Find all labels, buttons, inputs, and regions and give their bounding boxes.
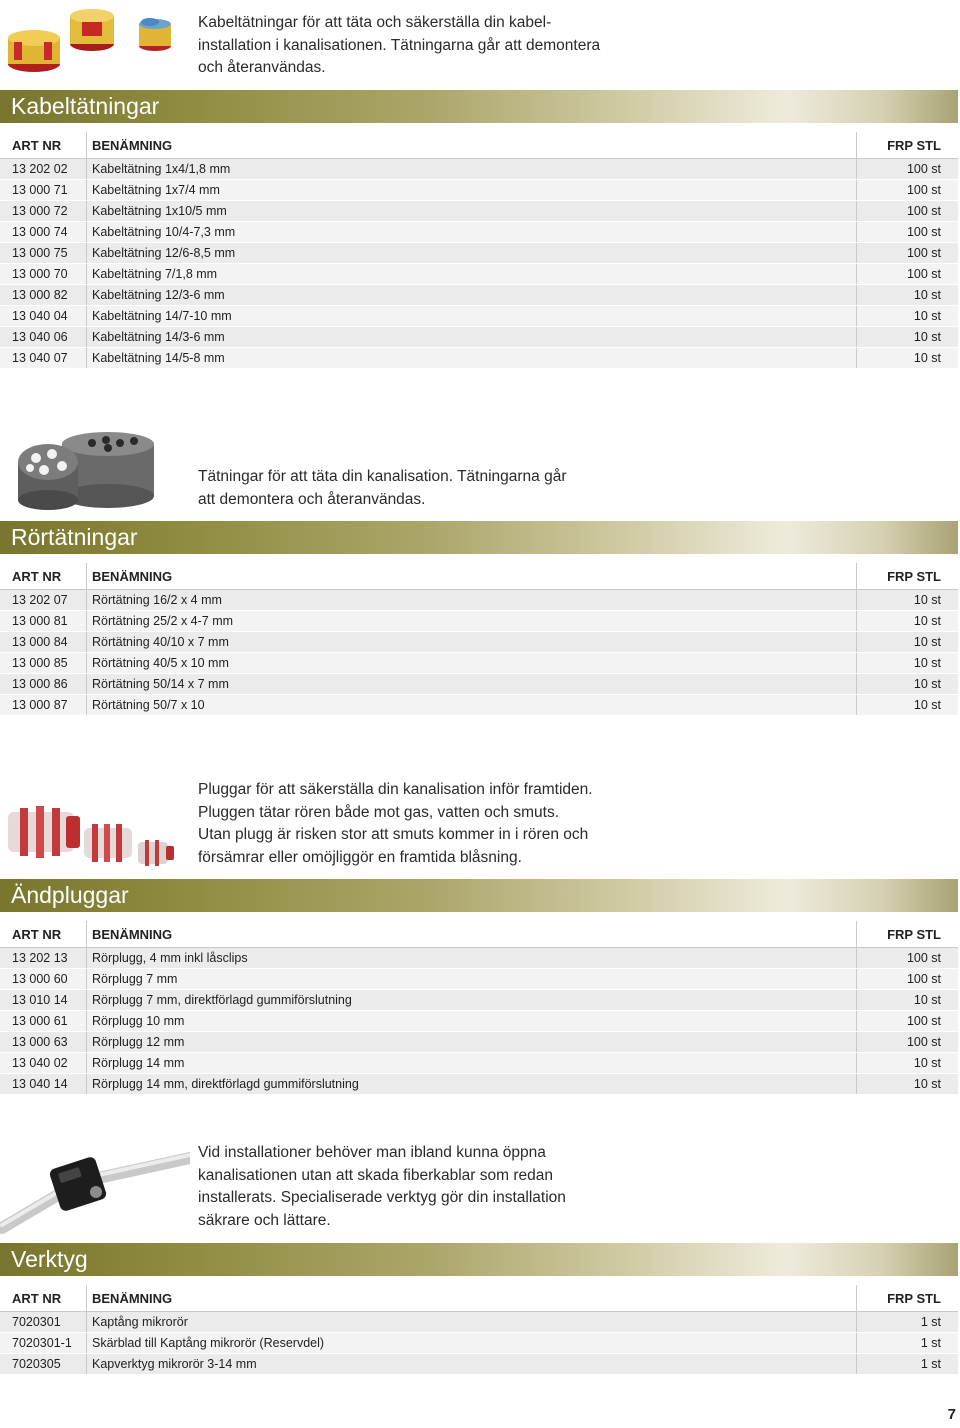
- col-header-art-nr: ART NR: [0, 132, 87, 159]
- benamning: Kabeltätning 1x7/4 mm: [87, 180, 857, 201]
- col-header-art-nr: ART NR: [0, 1285, 87, 1312]
- table-row: [0, 632, 958, 653]
- art-nr: 7020301-1: [0, 1333, 87, 1354]
- benamning: Rörtätning 40/5 x 10 mm: [87, 653, 857, 674]
- frp-stl: 1 st: [857, 1333, 959, 1354]
- intro-line: Tätningar för att täta din kanalisation. Tätningarna går: [198, 468, 567, 485]
- table-row: [0, 695, 958, 716]
- benamning: Rörtätning 40/10 x 7 mm: [87, 632, 857, 653]
- tool-body: [48, 1156, 107, 1213]
- col-header-frp-stl: FRP STL: [857, 132, 959, 159]
- art-nr: 13 000 75: [0, 243, 87, 264]
- table-row: [0, 1333, 958, 1354]
- intro-line: Kabeltätningar för att täta och säkerställa din kabel-: [198, 14, 552, 31]
- benamning: Rörtätning 50/7 x 10: [87, 695, 857, 716]
- intro-line: säkrare och lättare.: [198, 1211, 331, 1229]
- intro-line: att demontera och återanvändas.: [198, 490, 426, 508]
- art-nr: 13 000 82: [0, 285, 87, 306]
- table-row: [0, 1312, 958, 1333]
- frp-stl: 100 st: [857, 1032, 959, 1053]
- cutting-tool-photo-icon: [0, 1142, 190, 1236]
- cable-seal-photo-icon: [0, 2, 190, 82]
- section-intro: [198, 779, 638, 869]
- benamning: Kabeltätning 12/6-8,5 mm: [87, 243, 857, 264]
- benamning: Kabeltätning 14/7-10 mm: [87, 306, 857, 327]
- section-banner: [0, 879, 958, 912]
- intro-line: installerats. Specialiserade verktyg gör din installation: [198, 1189, 566, 1206]
- frp-stl: 100 st: [857, 948, 959, 969]
- benamning: Kabeltätning 14/5-8 mm: [87, 348, 857, 369]
- end-plug-large: [8, 806, 80, 858]
- art-nr: 13 202 07: [0, 590, 87, 611]
- art-nr: 13 000 72: [0, 201, 87, 222]
- art-nr: 7020305: [0, 1354, 87, 1375]
- intro-line: försämrar eller omöjliggör en framtida blåsning.: [198, 848, 522, 866]
- cable-seal-small: [139, 18, 171, 51]
- art-nr: 13 000 71: [0, 180, 87, 201]
- art-nr: 13 040 07: [0, 348, 87, 369]
- art-nr: 13 000 87: [0, 695, 87, 716]
- benamning: Kabeltätning 1x10/5 mm: [87, 201, 857, 222]
- art-nr: 13 000 81: [0, 611, 87, 632]
- section-title: Kabeltätningar: [11, 93, 160, 119]
- frp-stl: 1 st: [857, 1312, 959, 1333]
- table-row: [0, 653, 958, 674]
- frp-stl: 10 st: [857, 348, 959, 369]
- intro-line: kanalisationen utan att skada fiberkablar som redan: [198, 1166, 553, 1184]
- benamning: Kabeltätning 14/3-6 mm: [87, 327, 857, 348]
- table-row: [0, 674, 958, 695]
- benamning: Rörplugg 7 mm, direktförlagd gummiförslutning: [87, 990, 857, 1011]
- intro-line: installation i kanalisationen. Tätningarna går att demontera: [198, 36, 601, 54]
- frp-stl: 10 st: [857, 695, 959, 716]
- col-header-frp-stl: FRP STL: [857, 921, 959, 948]
- table-row: [0, 201, 958, 222]
- art-nr: 13 000 74: [0, 222, 87, 243]
- product-table: [0, 1285, 958, 1375]
- frp-stl: 100 st: [857, 180, 959, 201]
- col-header-benamning: BENÄMNING: [87, 1285, 857, 1312]
- table-row: [0, 285, 958, 306]
- frp-stl: 10 st: [857, 611, 959, 632]
- frp-stl: 10 st: [857, 306, 959, 327]
- table-row: [0, 264, 958, 285]
- table-row: [0, 948, 958, 969]
- benamning: Rörplugg 14 mm, direktförlagd gummiförslutning: [87, 1074, 857, 1095]
- benamning: Rörplugg 7 mm: [87, 969, 857, 990]
- benamning: Kaptång mikrorör: [87, 1312, 857, 1333]
- pipe-seal-photo-icon: [0, 428, 190, 518]
- product-table: [0, 132, 958, 369]
- frp-stl: 100 st: [857, 159, 959, 180]
- section-kabeltatningar: [0, 0, 960, 372]
- benamning: Skärblad till Kaptång mikrorör (Reservdel): [87, 1333, 857, 1354]
- cable-seal-large: [8, 30, 60, 72]
- table-row: [0, 1032, 958, 1053]
- frp-stl: 10 st: [857, 653, 959, 674]
- intro-line: Pluggen tätar rören både mot gas, vatten och smuts.: [198, 803, 560, 821]
- benamning: Rörtätning 50/14 x 7 mm: [87, 674, 857, 695]
- section-banner: [0, 521, 958, 554]
- table-row: [0, 222, 958, 243]
- benamning: Kabeltätning 7/1,8 mm: [87, 264, 857, 285]
- product-table: [0, 921, 958, 1095]
- frp-stl: 100 st: [857, 264, 959, 285]
- table-row: [0, 1074, 958, 1095]
- table-row: [0, 990, 958, 1011]
- section-intro: [198, 12, 618, 80]
- section-banner: [0, 90, 958, 123]
- art-nr: 13 040 02: [0, 1053, 87, 1074]
- art-nr: 13 000 61: [0, 1011, 87, 1032]
- art-nr: 13 040 04: [0, 306, 87, 327]
- pipe-seal-front: [18, 444, 78, 510]
- art-nr: 13 000 86: [0, 674, 87, 695]
- art-nr: 13 000 84: [0, 632, 87, 653]
- frp-stl: 10 st: [857, 990, 959, 1011]
- table-row: [0, 969, 958, 990]
- col-header-art-nr: ART NR: [0, 563, 87, 590]
- table-row: [0, 611, 958, 632]
- table-row: [0, 180, 958, 201]
- col-header-art-nr: ART NR: [0, 921, 87, 948]
- benamning: Rörplugg 10 mm: [87, 1011, 857, 1032]
- benamning: Kabeltätning 10/4-7,3 mm: [87, 222, 857, 243]
- art-nr: 13 000 60: [0, 969, 87, 990]
- section-banner: [0, 1243, 958, 1276]
- table-row: [0, 348, 958, 369]
- table-row: [0, 306, 958, 327]
- section-intro: [198, 1142, 618, 1232]
- art-nr: 13 040 14: [0, 1074, 87, 1095]
- page-number: 7: [947, 1406, 956, 1423]
- frp-stl: 10 st: [857, 1053, 959, 1074]
- benamning: Rörplugg 14 mm: [87, 1053, 857, 1074]
- art-nr: 13 000 63: [0, 1032, 87, 1053]
- col-header-benamning: BENÄMNING: [87, 132, 857, 159]
- frp-stl: 100 st: [857, 201, 959, 222]
- table-row: [0, 1354, 958, 1375]
- art-nr: 13 000 85: [0, 653, 87, 674]
- intro-line: Utan plugg är risken stor att smuts kommer in i rören och: [198, 826, 589, 843]
- cable-seal-medium: [70, 9, 114, 51]
- col-header-frp-stl: FRP STL: [857, 563, 959, 590]
- benamning: Kapverktyg mikrorör 3-14 mm: [87, 1354, 857, 1375]
- col-header-frp-stl: FRP STL: [857, 1285, 959, 1312]
- benamning: Rörtätning 16/2 x 4 mm: [87, 590, 857, 611]
- section-title: Rörtätningar: [11, 524, 138, 550]
- art-nr: 13 040 06: [0, 327, 87, 348]
- col-header-benamning: BENÄMNING: [87, 921, 857, 948]
- frp-stl: 10 st: [857, 327, 959, 348]
- art-nr: 7020301: [0, 1312, 87, 1333]
- intro-line: Vid installationer behöver man ibland kunna öppna: [198, 1144, 546, 1161]
- section-rortatningar: [0, 420, 960, 720]
- table-row: [0, 327, 958, 348]
- table-row: [0, 159, 958, 180]
- section-title: Verktyg: [11, 1246, 88, 1272]
- intro-line: och återanvändas.: [198, 59, 326, 76]
- benamning: Kabeltätning 12/3-6 mm: [87, 285, 857, 306]
- table-row: [0, 590, 958, 611]
- art-nr: 13 202 02: [0, 159, 87, 180]
- benamning: Kabeltätning 1x4/1,8 mm: [87, 159, 857, 180]
- end-plug-medium: [84, 824, 132, 862]
- benamning: Rörtätning 25/2 x 4-7 mm: [87, 611, 857, 632]
- frp-stl: 100 st: [857, 1011, 959, 1032]
- benamning: Rörplugg, 4 mm inkl låsclips: [87, 948, 857, 969]
- frp-stl: 10 st: [857, 285, 959, 306]
- frp-stl: 10 st: [857, 1074, 959, 1095]
- end-plug-photo-icon: [0, 794, 190, 886]
- section-title: Ändpluggar: [11, 882, 129, 908]
- frp-stl: 10 st: [857, 674, 959, 695]
- frp-stl: 10 st: [857, 590, 959, 611]
- frp-stl: 100 st: [857, 222, 959, 243]
- section-intro: [198, 466, 618, 511]
- table-row: [0, 1053, 958, 1074]
- art-nr: 13 000 70: [0, 264, 87, 285]
- product-table: [0, 563, 958, 716]
- art-nr: 13 202 13: [0, 948, 87, 969]
- intro-line: Pluggar för att säkerställa din kanalisation inför framtiden.: [198, 781, 593, 798]
- art-nr: 13 010 14: [0, 990, 87, 1011]
- table-row: [0, 243, 958, 264]
- frp-stl: 100 st: [857, 969, 959, 990]
- frp-stl: 10 st: [857, 632, 959, 653]
- section-verktyg: [0, 1138, 960, 1378]
- section-andpluggar: [0, 776, 960, 1100]
- table-row: [0, 1011, 958, 1032]
- frp-stl: 100 st: [857, 243, 959, 264]
- end-plug-small: [138, 840, 174, 866]
- frp-stl: 1 st: [857, 1354, 959, 1375]
- benamning: Rörplugg 12 mm: [87, 1032, 857, 1053]
- col-header-benamning: BENÄMNING: [87, 563, 857, 590]
